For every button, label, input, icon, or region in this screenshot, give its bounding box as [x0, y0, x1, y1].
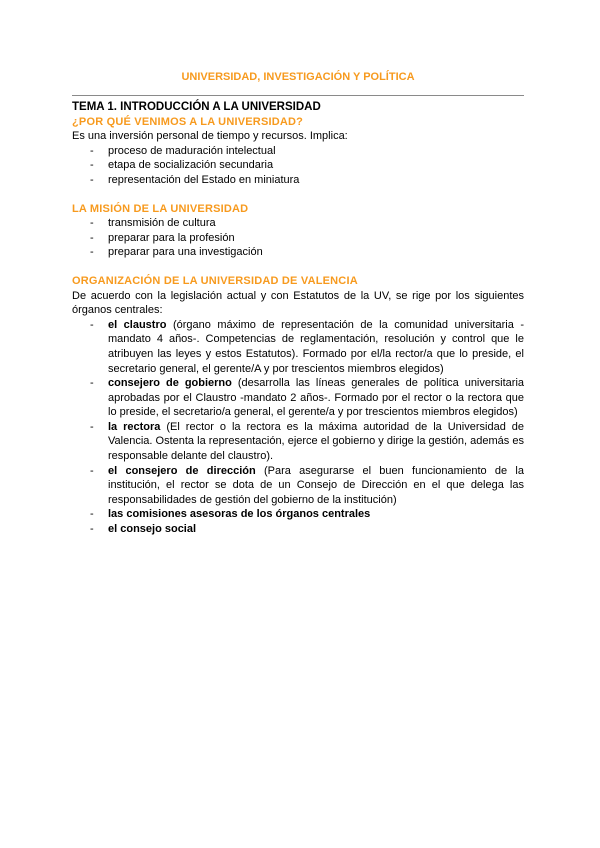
- dash-bullet-icon: -: [90, 246, 94, 259]
- section-heading-organizacion: ORGANIZACIÓN DE LA UNIVERSIDAD DE VALENCIA: [72, 274, 358, 287]
- list-item: - las comisiones asesoras de los órganos centrales: [90, 508, 371, 521]
- dash-bullet-icon: -: [90, 523, 94, 536]
- document-header-title: UNIVERSIDAD, INVESTIGACIÓN Y POLÍTICA: [181, 71, 415, 83]
- section-heading-por-que: ¿POR QUÉ VENIMOS A LA UNIVERSIDAD?: [72, 115, 304, 128]
- list-item: - preparar para una investigación: [90, 246, 263, 259]
- section2-list: [72, 216, 524, 260]
- dash-bullet-icon: -: [90, 144, 94, 157]
- list-item: - el claustro (órgano máximo de representación de la comunidad universitaria -mandato 4 años-. Competencias de reglamentación, resolución y control que le atribuyen las leyes y estos Estatutos). Formado por el/la rector/a que lo preside, el secretario general, el gerente/A y por trescientos miembros elegidos): [90, 318, 524, 375]
- dash-bullet-icon: -: [90, 159, 94, 172]
- list-item: - etapa de socialización secundaria: [90, 159, 274, 172]
- dash-bullet-icon: -: [90, 231, 94, 244]
- section1-intro: Es una inversión personal de tiempo y recursos. Implica:: [72, 130, 348, 143]
- dash-bullet-icon: -: [90, 508, 94, 521]
- dash-bullet-icon: -: [90, 318, 94, 331]
- section-heading-mision: LA MISIÓN DE LA UNIVERSIDAD: [72, 202, 249, 215]
- list-item: - proceso de maduración intelectual: [90, 144, 276, 157]
- document-page: [72, 70, 524, 537]
- list-item: - el consejo social: [90, 523, 197, 536]
- section1-list: [72, 144, 524, 188]
- list-item: - preparar para la profesión: [90, 231, 235, 244]
- section3-list: [72, 318, 524, 537]
- list-item: - representación del Estado en miniatura: [90, 173, 300, 186]
- dash-bullet-icon: -: [90, 173, 94, 186]
- dash-bullet-icon: -: [90, 217, 94, 230]
- dash-bullet-icon: -: [90, 464, 94, 477]
- list-item: - consejero de gobierno (desarrolla las líneas generales de política universitaria aprobadas por el Claustro -mandato 2 años-. Formado por el rector o la rectora que lo preside, el secretario/a general, el gerente/a y por trescientos miembros elegidos): [90, 377, 524, 419]
- list-item: - transmisión de cultura: [90, 217, 216, 230]
- header-divider: [72, 95, 524, 96]
- tema-title: TEMA 1. INTRODUCCIÓN A LA UNIVERSIDAD: [72, 101, 321, 113]
- section3-intro: De acuerdo con la legislación actual y con Estatutos de la UV, se rige por los siguientes órganos centrales:: [72, 289, 524, 317]
- list-item: - la rectora (El rector o la rectora es la máxima autoridad de la Universidad de Valencia. Ostenta la representación, ejerce el gobierno y dirige la gestión, además es responsable delante del claustro).: [90, 420, 525, 463]
- list-item: - el consejero de dirección (Para asegurarse el buen funcionamiento de la institución, el rector se dota de un Consejo de Dirección en el que delega las responsabilidades de gestión del gobierno de la institución): [90, 464, 524, 506]
- dash-bullet-icon: -: [90, 377, 94, 390]
- dash-bullet-icon: -: [90, 420, 94, 433]
